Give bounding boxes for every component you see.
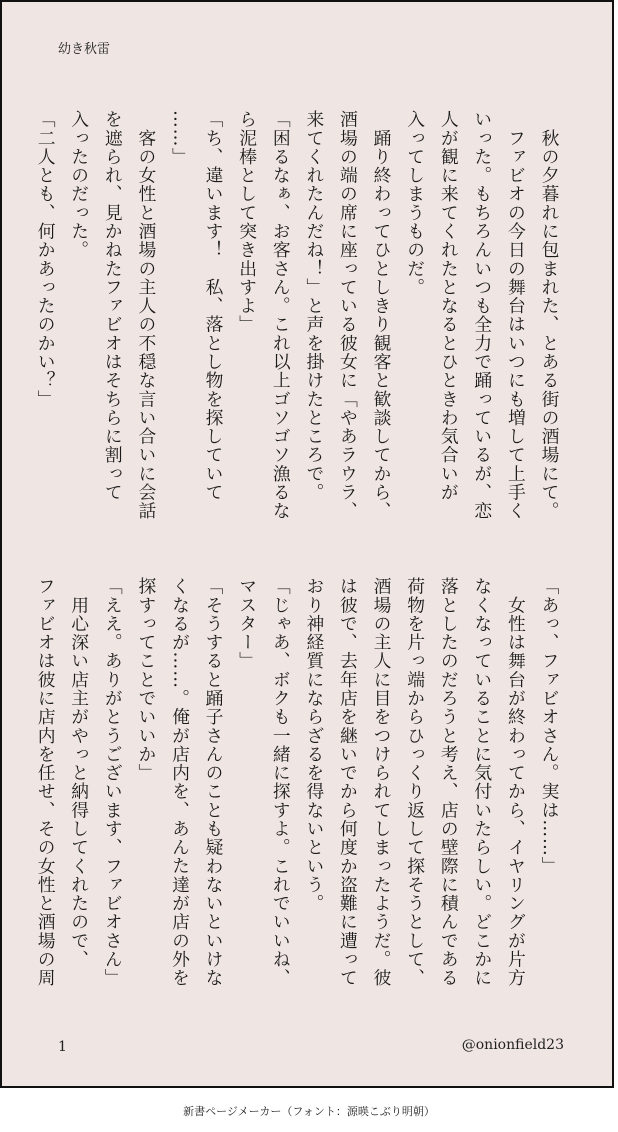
- author-handle: @onionfield23: [461, 1037, 564, 1053]
- text-line: 入ってしまうものだ。: [404, 110, 426, 297]
- text-line: 「じゃあ、ボクも一緒に探すよ。これでいいね、: [270, 577, 292, 988]
- text-line: 荷物を片っ端からひっくり返して探そうとして、: [404, 577, 426, 988]
- text-block-top: [29, 110, 567, 538]
- text-line: ファビオの今日の舞台はいつにも増して上手く: [505, 110, 527, 521]
- text-line: 酒場の端の席に座っている彼女に「やあラウラ、: [337, 110, 359, 521]
- text-line: くなるが……。俺が店内を、あんた達が店の外を: [169, 577, 191, 988]
- text-line: 「ち、違います！ 私、落とし物を探していて: [203, 110, 225, 502]
- text-line: 酒場の主人に目をつけられてしまったようだ。彼: [371, 577, 393, 988]
- text-line: マスター」: [236, 577, 258, 671]
- text-line: なくなっていることに気付いたらしい。どこかに: [471, 577, 493, 988]
- page-title: 幼き秋雷: [58, 42, 111, 57]
- text-line: 「二人とも、何かあったのかい？」: [35, 110, 57, 409]
- text-line: 秋の夕暮れに包まれた、とある街の酒場にて。: [539, 110, 560, 521]
- text-block-bottom: [29, 577, 567, 997]
- text-line: 女性は舞台が終わってから、イヤリングが片方: [505, 577, 527, 988]
- page-number: 1: [58, 1039, 67, 1055]
- text-line: ……」: [169, 110, 191, 166]
- text-line: おり神経質にならざるを得ないという。: [303, 577, 325, 913]
- text-line: ら泥棒として突き出すよ」: [236, 110, 258, 334]
- generator-credit: 新書ページメーカー（フォント：源暎こぶり明朝）: [183, 1105, 435, 1118]
- text-line: 「ええ。ありがとうございます、ファビオさん」: [102, 577, 124, 988]
- text-line: 来てくれたんだね！」と声を掛けたところで。: [303, 110, 325, 502]
- text-line: いった。もちろんいつも全力で踊っているが、恋: [471, 110, 493, 521]
- text-line: 入ったのだった。: [68, 110, 90, 260]
- text-line: を遮られ、見かねたファビオはそちらに割って: [102, 110, 124, 502]
- text-line: は彼で、去年店を継いでから何度か盗難に遭って: [337, 577, 359, 988]
- text-line: 「あっ、ファビオさん。実は……」: [539, 577, 560, 876]
- text-line: 踊り終わってひとしきり観客と歓談してから、: [371, 110, 393, 521]
- text-line: 「困るなぁ、お客さん。これ以上ゴソゴソ漁るな: [270, 110, 292, 521]
- text-line: 用心深い店主がやっと納得してくれたので、: [68, 577, 90, 969]
- text-line: ファビオは彼に店内を任せ、その女性と酒場の周: [35, 577, 57, 988]
- text-line: 人が観に来てくれたとなるとひときわ気合いが: [438, 110, 460, 502]
- text-line: 落としたのだろうと考え、店の壁際に積んである: [438, 577, 460, 988]
- text-line: 「そうすると踊子さんのことも疑わないといけな: [203, 577, 225, 988]
- text-line: 探すってことでいいか」: [135, 577, 157, 783]
- text-line: 客の女性と酒場の主人の不穏な言い合いに会話: [135, 110, 157, 521]
